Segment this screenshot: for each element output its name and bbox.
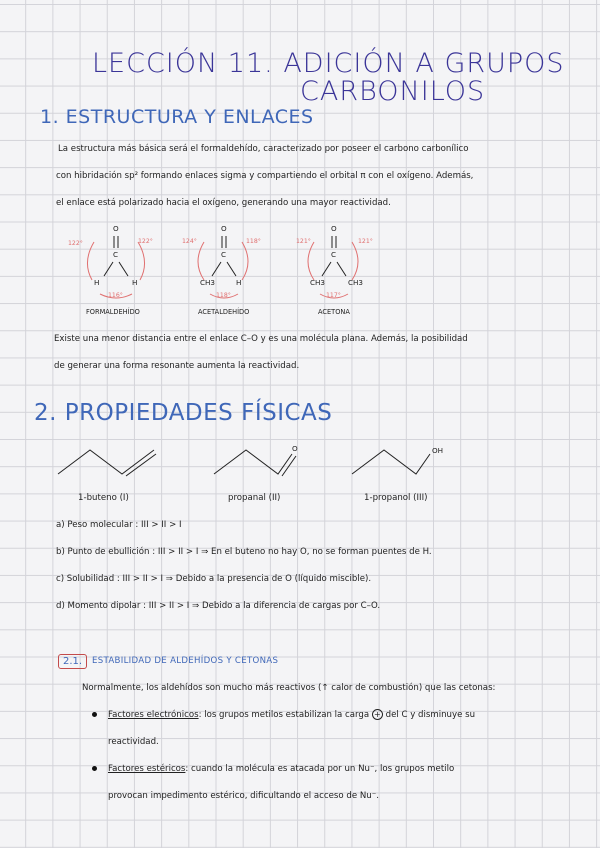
molecule-name: ACETONA [318, 308, 350, 316]
atom-right: H [236, 278, 242, 287]
angle-label: 122° [68, 240, 83, 247]
bullet-line: reactividad. [108, 737, 159, 747]
property-line: a) Peso molecular : III > II > I [56, 520, 182, 530]
atom-o: O [292, 444, 298, 453]
angle-label: 121° [358, 238, 373, 245]
angle-label: 121° [296, 238, 311, 245]
molecule-acetone [290, 222, 410, 322]
bullet-term: Factores estéricos [108, 764, 186, 774]
molecule-name: ACETALDEHÍDO [198, 308, 250, 316]
paragraph-line: el enlace está polarizado hacia el oxígeno, generando una mayor reactividad. [56, 198, 391, 208]
atom-oh: OH [432, 446, 444, 455]
angle-label: 122° [138, 238, 153, 245]
section-2-heading: 2. PROPIEDADES FÍSICAS [34, 400, 333, 426]
skeletal-structures [50, 440, 440, 480]
paragraph-line: Normalmente, los aldehídos son mucho más reactivos (↑ calor de combustión) que las cetonas: [82, 683, 496, 693]
bullet-text: : los grupos metilos estabilizan la carga [198, 710, 370, 720]
bullet-line [108, 756, 454, 783]
atom-left: CH3 [310, 278, 325, 287]
bullet-line [108, 702, 475, 729]
atom-o: O [113, 224, 119, 233]
paragraph-line: Existe una menor distancia entre el enlace C–O y es una molécula plana. Además, la posibilidad [54, 334, 468, 344]
page-title-line1: LECCIÓN 11. ADICIÓN A GRUPOS [92, 48, 565, 79]
paragraph-line: de generar una forma resonante aumenta la reactividad. [54, 361, 300, 371]
bullet-icon [92, 766, 97, 771]
angle-label: 118° [216, 292, 231, 299]
atom-right: CH3 [348, 278, 363, 287]
paragraph-line: La estructura más básica será el formaldehído, caracterizado por poseer el carbono carbonílico [58, 144, 469, 154]
angle-label: 118° [246, 238, 261, 245]
bullet-text: : cuando la molécula es atacada por un Nu⁻, los grupos metilo [185, 764, 455, 774]
section-1-heading: 1. ESTRUCTURA Y ENLACES [40, 106, 314, 128]
charge-icon: + [372, 709, 383, 720]
paragraph-line: con hibridación sp² formando enlaces sigma y compartiendo el orbital π con el oxígeno. Además, [56, 171, 474, 181]
subsection-heading: ESTABILIDAD DE ALDEHÍDOS Y CETONAS [92, 656, 279, 666]
page-title-line2: CARBONILOS [300, 76, 486, 107]
atom-c: C [221, 250, 227, 259]
atom-o: O [221, 224, 227, 233]
angle-label: 116° [108, 292, 123, 299]
atom-o: O [331, 224, 337, 233]
property-line: b) Punto de ebullición : III > II > I ⇒ En el buteno no hay O, no se forman puentes de H. [56, 547, 432, 557]
angle-label: 124° [182, 238, 197, 245]
atom-c: C [113, 250, 119, 259]
atom-c: C [331, 250, 337, 259]
subsection-number: 2.1. [58, 654, 87, 669]
compound-label: 1-buteno (I) [78, 493, 129, 503]
molecule-drawing [290, 222, 410, 312]
molecule-name: FORMALDEHÍDO [86, 308, 140, 316]
property-line: c) Solubilidad : III > II > I ⇒ Debido a la presencia de O (líquido miscible). [56, 574, 372, 584]
bullet-text: del C y disminuye su [385, 710, 476, 720]
atom-left: H [94, 278, 100, 287]
property-line: d) Momento dipolar : III > II > I ⇒ Debido a la diferencia de cargas por C–O. [56, 601, 381, 611]
atom-left: CH3 [200, 278, 215, 287]
bullet-line: provocan impedimento estérico, dificultando el acceso de Nu⁻. [108, 791, 380, 801]
bullet-term: Factores electrónicos [108, 710, 199, 720]
compound-label: propanal (II) [228, 493, 281, 503]
compound-label: 1-propanol (III) [364, 493, 428, 503]
molecule-acetaldehyde [170, 222, 290, 322]
angle-label: 117° [326, 292, 341, 299]
atom-right: H [132, 278, 138, 287]
bullet-icon [92, 712, 97, 717]
molecule-formaldehyde [60, 222, 180, 322]
